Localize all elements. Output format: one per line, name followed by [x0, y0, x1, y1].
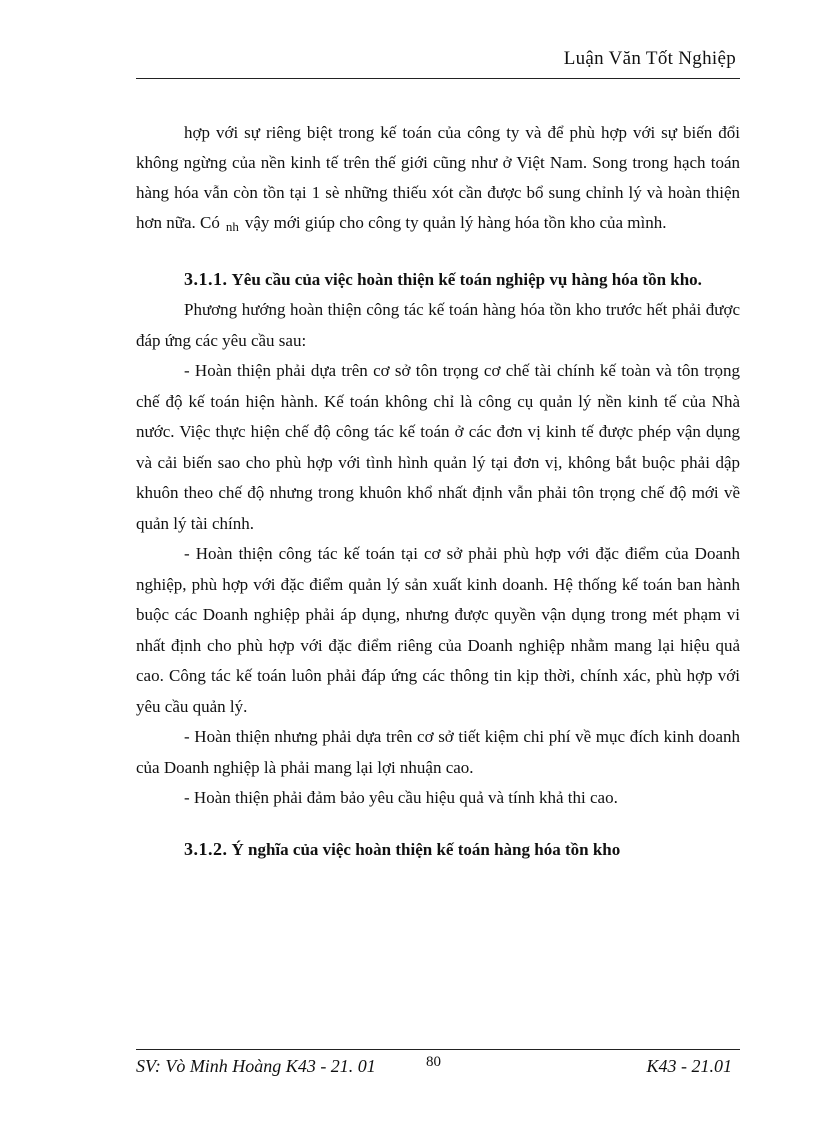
section-number: 3.1.1. [184, 269, 228, 289]
body-paragraph-3: - Hoàn thiện công tác kế toán tại cơ sở phải phù hợp với đặc điểm của Doanh nghiệp, phù hợp với đặc điểm quản lý sản xuất kinh doanh. Hệ thống kế toán ban hành buộc các Doanh nghiệp phải áp dụng, nhưng được quyền vận dụng trong mét phạm vi nhất định cho phù hợp với đặc điểm riêng của Doanh nghiệp nhằm mang lại hiệu quả cao. Công tác kế toán luôn phải đáp ứng các thông tin kịp thời, chính xác, phù hợp với yêu cầu quản lý. [136, 544, 740, 716]
section-title: Ý nghĩa của việc hoàn thiện kế toán hàng hóa tồn kho [231, 839, 621, 859]
page-body [136, 118, 740, 865]
footer-class-code: K43 - 21.01 [646, 1056, 732, 1076]
intro-fragment: nh [225, 219, 239, 234]
section-number: 3.1.2. [184, 838, 228, 859]
section-heading-3-1-1 [136, 264, 740, 295]
header-divider [136, 78, 740, 79]
intro-text-b: vậy mới giúp cho công ty quản lý hàng hóa tồn kho của mình. [244, 213, 667, 232]
intro-text-a: hợp với sự riêng biệt trong kế toán của công ty và để phù hợp với sự biến đổi không ngừng của nền kinh tế trên thế giới cũng như ở Việt Nam. Song trong hạch toán hàng hóa vẫn còn tồn tại 1 sè những thiếu xót cần được bổ sung chỉnh lý và hoàn thiện hơn nữa. Có [136, 123, 740, 232]
footer-author: SV: Vò Minh Hoàng K43 - 21. 01 [136, 1056, 376, 1076]
running-header-title: Luận Văn Tốt Nghiệp [563, 48, 736, 69]
section-heading-3-1-2 [136, 834, 740, 865]
page-number: 80 [426, 1054, 441, 1070]
body-paragraph-4: - Hoàn thiện nhưng phải dựa trên cơ sở tiết kiệm chi phí về mục đích kinh doanh của Doanh nghiệp là phải mang lại lợi nhuận cao. [136, 727, 740, 777]
body-paragraph-5: - Hoàn thiện phải đảm bảo yêu cầu hiệu quả và tính khả thi cao. [184, 788, 618, 807]
body-paragraph-1: Phương hướng hoàn thiện công tác kế toán hàng hóa tồn kho trước hết phải được đáp ứng các yêu cầu sau: [136, 300, 740, 350]
footer-divider [136, 1049, 740, 1050]
body-paragraph-2: - Hoàn thiện phải dựa trên cơ sở tôn trọng cơ chế tài chính kế toàn và tôn trọng chế độ kế toán hiện hành. Kế toán không chỉ là công cụ quản lý nền kinh tế của Nhà nước. Việc thực hiện chế độ công tác kế toán ở các đơn vị kinh tế được phép vận dụng và cải biến sao cho phù hợp với tình hình quản lý tại đơn vị, không bắt buộc phải dập khuôn theo chế độ nhưng trong khuôn khổ nhất định vẫn phải tôn trọng chế độ mới về quản lý tài chính. [136, 361, 740, 533]
intro-paragraph [136, 118, 740, 242]
page-footer [136, 1056, 740, 1080]
section-title: Yêu cầu của việc hoàn thiện kế toán nghiệp vụ hàng hóa tồn kho. [231, 270, 702, 289]
